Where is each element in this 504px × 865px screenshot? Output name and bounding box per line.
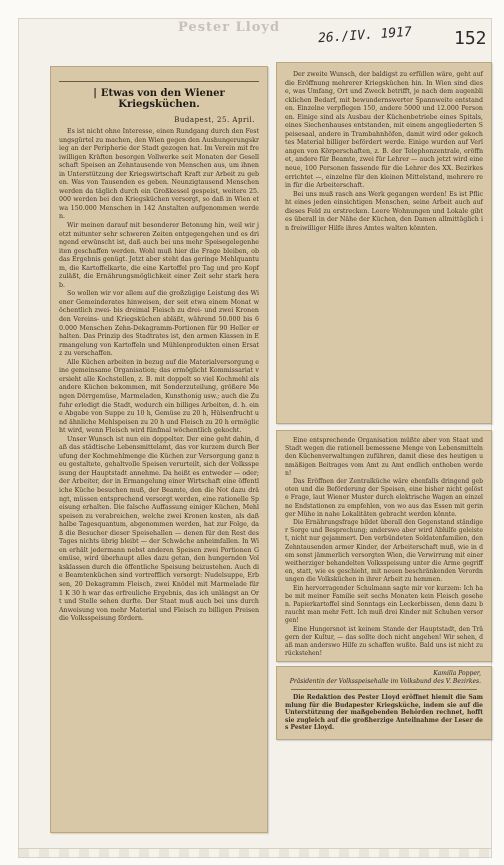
- left-paragraph: Unser Wunsch ist nun ein doppelter. Der eine geht dahin, daß das städtische Lebensmittelamt, das vor kurzem durch Berufung der Kochmehlmenge die Küchen zur Versorgung ganz neu gestaltete, gehaltvolle Speisen verurteilt, sich der Volksspeisung der Hauptstadt annehme. Da heißt es entweder — oder; der Arbeiter, der in Ermangelung einer Wirtschaft eine öffentliche Küche besuchen muß, der Beamte, den die Not dazu drängt, müssen entsprechend versorgt werden, eine rationelle Speisung erhalten. Die falsche Auffassung einiger Küchen, Mehlspeisen zu verabreichen, welche zwei Kronen kosten, als daß halbe Tagesquantum, abgenommen werden, hat zur Folge, daß die Besucher dieser Speisehallen — denen für den Rest des Tages nichts übrig bleibt — der Schwäche anheimfallen. In Wien erhält jedermann nebst anderen Speisen zwei Portionen Gemüse, wird überhaupt alles dazu getan, den hungernden Volksklassen durch die öffentliche Speisung beizustehen. Auch die Beamtenküchen sind vortrefflich versorgt: Nudelsuppe, Erbsen, 20 Dekagramm Fleisch, zwei Knödel mit Marmelade für 1 K 30 h war das erfreuliche Ergebnis, das ich unlängst an Ort und Stelle sehen durfte. Der Staat muß auch bei uns durch Anweisung von mehr Material und Fleisch zu billigen Preisen die Volksspeisung fördern.: [59, 435, 259, 623]
- left-body: [59, 128, 259, 624]
- author-signature: Kamilla Popper, Präsidentin der Volksspeisehalle im Volksbund des V. Bezirkes.: [289, 670, 481, 685]
- right-paragraph: Bei uns muß rasch ans Werk gegangen werden! Es ist Pflicht eines jeden einsichtigen Menschen, seine Arbeit auch auf dieses Feld zu erstrecken. Leere Wohnungen und Lokale gibt es überall in der Nähe der Küchen, den Damen allmittäglich in freiwilliger Hilfe ihres Amtes walten könnten.: [285, 190, 483, 232]
- right-paragraph: Die Redaktion des Pester Lloyd eröffnet hiemit die Sammlung für die Budapester Kriegsküche, indem sie auf die Unterstützung der maßgebenden Behörden rechnet, hofft sie zugleich auf die großherzige Anteilnahme der Leser des Pester Lloyd.: [285, 694, 483, 732]
- article-dateline: Budapest, 25. April.: [174, 116, 255, 124]
- clipping-right-top: [276, 62, 492, 424]
- right-top-body: [285, 71, 483, 233]
- left-paragraph: Alle Küchen arbeiten in bezug auf die Materialversorgung eine gemeinsame Organisation; das ermöglicht Kommissariat versieht alle Kochstellen, z. B. mit doppelt so viel Kochmehl als andere Küchen bekommen, mit Sonderzuteilung, größere Mengen Dörrgemüse, Marmeladen, Kunsthonig usw.; auch die Zufuhr erledigt die Stadt, wodurch ein billiges Arbeiten, d. h. eine Abgabe von Suppe zu 10 h, Gemüse zu 20 h, Hülsenfrucht und ähnliche Mehlspeisen zu 20 h und Fleisch zu 20 h ermöglicht wird, wenn Fleisch wird fünfmal wöchentlich gekocht.: [59, 358, 260, 435]
- left-paragraph: Es ist nicht ohne Interesse, einen Rundgang durch den Festungsgürtel zu machen, den Wien gegen den Aushungerungskrieg an der Peripherie der Stadt gezogen hat. Im Verein mit freiwilligen Kräften besorgen Vollwerke seit Monaten der Gesellschaft Speisen an Zehntausende von Menschen aus, um ihnen in Unterstützung der Kriegswirtschaft Kraft zur Arbeit zu geben. Was von Tausenden es geben. Neunzigtausend Menschen werden da täglich durch ein Großkessel gespeist, weitere 25.000 werden bei den Kriegsküchen versorgt, so daß in Wien etwa 150.000 Menschen in 142 Anstalten aufgenommen werden.: [59, 128, 259, 221]
- article-headline: | Etwas von den Wiener Kriegsküchen.: [59, 81, 259, 110]
- right-paragraph: Eine Hungersnot ist keinem Stande der Hauptstadt, den Trägern der Kultur, — das sollte doch nicht angehen! Wir sehen, daß man anderswo Hilfe zu schaffen wußte. Bald uns ist nicht zurückstehen!: [285, 625, 483, 658]
- right-bottom-body: [285, 694, 483, 732]
- left-paragraph: Wir meinen darauf mit besonderer Betonung hin, weil wir jetzt mitunter sehr schweren Zeiten entgegengehen und es dringend erwünscht ist, daß auch bei uns mehr Speisegelegenheiten geschaffen werden. Wohl muß hier die Frage bleiben, ob das Ergebnis genügt. Jetzt aber steht das geringe Mehlquantum, die Kartoffelkarte, die eine Kartoffel pro Tag und pro Kopf zuläßt, die Ernährungsmöglichkeit einer Zeit sehr stark herab.: [59, 222, 259, 289]
- right-paragraph: Das Eröffnen der Zentralküche wäre ebenfalls dringend geboten und die Beförderung der Speisen, eine bisher nicht gelöste Frage, laut Wiener Muster durch elektrische Wagen an einzelne Endstationen zu empfehlen, von wo aus das Essen mit geringer Mühe in nahe Lokalitäten gebracht werden könnte.: [285, 478, 483, 518]
- right-paragraph: Der zweite Wunsch, der baldigst zu erfüllen wäre, geht auf die Eröffnung mehrerer Kriegsküchen hin. In Wien sind diese, was Umfang, Ort und Zweck betrifft, je nach dem augenblicklichen Bedarf, mit bewundernswerter Spannweite entstanden. Einzelne verpflegen 150, andere 5000 und 12.000 Personen. Einige sind als Ausbau der Küchenbetriebe eines Spitals, eines Siechenhauses entstanden, mit einem angegliederten Speisesaal, andere in Trambahnhöfen, damit wird oder gekochtes Material billiger befördert werde. Einige wurden auf Verlangen von Körperschaften, z. B. der Telephonzentrale, eröffnet, andere für Beamte, zwei für Lehrer — auch jetzt wird eine neue, 100 Personen fassende für die Lehrer des XX. Bezirkes errichtet —, einzelne für den kleinen Mittelstand, mehrere rein für die Arbeiterschaft.: [285, 71, 483, 190]
- right-paragraph: Eine entsprechende Organisation müßte aber von Staat und Stadt wegen die rationell bemessene Menge von Lebensmitteln den Küchenverwaltungen zuführen, damit diese des heutigen unmäßigen Beitrages vom Amt zu Amt endlich enthoben werden!: [285, 437, 483, 477]
- divider: [291, 689, 477, 690]
- right-paragraph: Ein hervorragender Schulmann sagte mir vor kurzem: Ich habe mit meiner Familie seit sechs Monaten kein Fleisch gesehen. Papierkartoffel sind Sonntags ein Leckerbissen, denn dazu braucht man mehr Fett. Ich muß drei Kinder mit Schuhen versorgen!: [285, 584, 483, 625]
- handwritten-number: 152: [454, 28, 487, 49]
- clipping-right-bottom: [276, 666, 492, 740]
- sheet-bottom-edge: [19, 848, 491, 857]
- masthead-stamp: Pester Lloyd: [178, 20, 281, 35]
- clipping-right-middle: [276, 430, 492, 662]
- left-paragraph: So wollen wir vor allem auf die großzügige Leistung des Wiener Gemeinderates hinweisen, der seit etwa einem Monat wöchentlich zwei- bis dreimal Fleisch zu drei- und zwei Kronen den Vereins- und Kriegsküchen abläßt, während 50.000 bis 60.000 Menschen Zehn-Dekagramm-Portionen für 90 Heller erhalten. Das Prinzip des Stadtrates ist, den armen Klassen in Ermangelung von Kartoffeln und Mühlenprodukten einen Ersatz zu verschaffen.: [59, 290, 259, 358]
- right-paragraph: Die Ernährungsfrage bildet überall den Gegenstand ständiger Sorge und Besprechung; anderswo aber wird Abhilfe geleistet, nicht nur gejammert. Den verbündeten Soldatenfamilien, den Zehntausenden armer Kinder, der Arbeiterschaft muß, wie in dem sonst jämmerlich versorgten Wien, die Verwirrung mit einer weitherziger behandelten Volksspeisung unter die Arme gegriffen, statt, wie es geschieht, mit neuen beschränkenden Verordnungen die Volksküchen in ihrer Arbeit zu hemmen.: [285, 519, 483, 584]
- clipping-left-column: [50, 66, 268, 833]
- right-middle-body: [285, 437, 483, 658]
- handwritten-date: 26./IV. 1917: [317, 24, 413, 47]
